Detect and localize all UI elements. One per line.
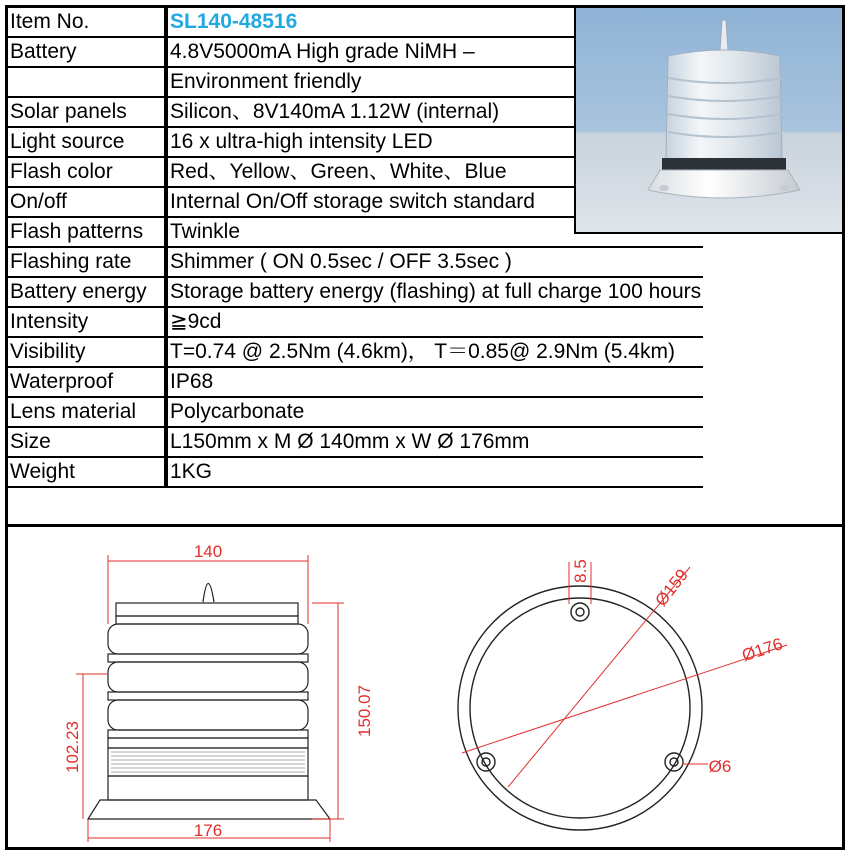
spec-value: T=0.74 @ 2.5Nm (4.6km)， T＝0.85@ 2.9Nm (5.4km)	[166, 337, 703, 367]
spec-row-visibility	[8, 337, 703, 367]
spec-label: Weight	[8, 457, 166, 487]
spec-value: 1KG	[166, 457, 703, 487]
item-number: SL140-48516	[166, 8, 703, 37]
spec-label: Light source	[8, 127, 166, 157]
spec-value: ≧9cd	[166, 307, 703, 337]
spec-label: Battery	[8, 37, 166, 67]
side-view	[63, 542, 374, 842]
dim-top-width: 140	[193, 542, 223, 561]
spec-label: Flash color	[8, 157, 166, 187]
spec-value: Red、Yellow、Green、White、Blue	[166, 157, 703, 187]
dim-hole: 8.5	[571, 559, 590, 583]
spec-label: Flashing rate	[8, 247, 166, 277]
product-photo	[574, 8, 842, 234]
dim-base-width: 176	[193, 821, 223, 840]
spec-label: Intensity	[8, 307, 166, 337]
technical-drawing	[8, 524, 842, 847]
dim-base-height: 102.23	[63, 721, 82, 773]
spec-row-flashing-rate	[8, 247, 703, 277]
spec-label	[8, 67, 166, 97]
spec-row-size	[8, 427, 703, 457]
spec-sheet	[5, 5, 845, 850]
dim-total-height: 150.07	[355, 685, 374, 737]
top-view	[458, 559, 787, 830]
spec-label: Visibility	[8, 337, 166, 367]
spec-value: IP68	[166, 367, 703, 397]
dim-mount-hole: Ø6	[708, 757, 732, 776]
spec-label: On/off	[8, 187, 166, 217]
spec-value: 4.8V5000mA High grade NiMH –	[166, 37, 703, 67]
dim-ring-diameter: Ø159	[651, 565, 692, 610]
spec-value: Polycarbonate	[166, 397, 703, 427]
spec-row-battery-energy	[8, 277, 703, 307]
spec-row-lens	[8, 397, 703, 427]
spec-label: Waterproof	[8, 367, 166, 397]
spec-label: Flash patterns	[8, 217, 166, 247]
spec-value: Shimmer ( ON 0.5sec / OFF 3.5sec )	[166, 247, 703, 277]
spec-row-intensity	[8, 307, 703, 337]
spec-value: Twinkle	[166, 217, 703, 247]
spec-label: Lens material	[8, 397, 166, 427]
spec-value: Environment friendly	[166, 67, 703, 97]
spec-label: Solar panels	[8, 97, 166, 127]
spec-value: Storage battery energy (flashing) at full charge 100 hours	[166, 277, 703, 307]
spec-value: L150mm x M Ø 140mm x W Ø 176mm	[166, 427, 703, 457]
spec-value: Internal On/Off storage switch standard	[166, 187, 703, 217]
dim-outer-diameter: Ø176	[739, 634, 786, 666]
spec-label: Battery energy	[8, 277, 166, 307]
spec-label: Item No.	[8, 8, 166, 37]
spec-value: Silicon、8V140mA 1.12W (internal)	[166, 97, 703, 127]
spec-row-weight	[8, 457, 703, 487]
spec-row-waterproof	[8, 367, 703, 397]
spec-value: 16 x ultra-high intensity LED	[166, 127, 703, 157]
spec-label: Size	[8, 427, 166, 457]
